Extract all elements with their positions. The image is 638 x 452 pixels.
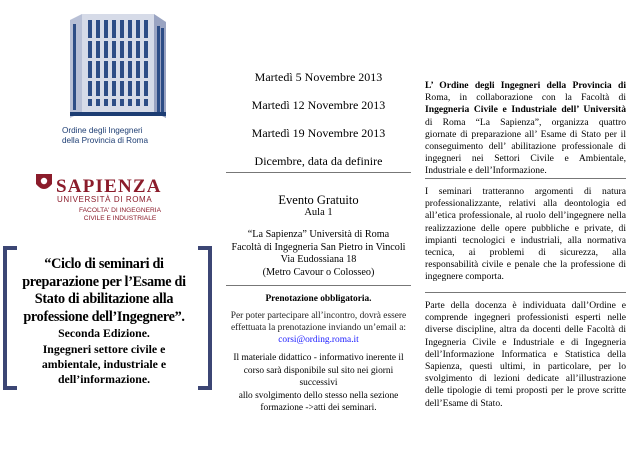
date-2: Martedì 12 Novembre 2013 bbox=[251, 98, 386, 112]
divider bbox=[226, 285, 411, 286]
divider bbox=[425, 178, 626, 179]
teachers-paragraph: Parte della docenza è individuata dall’Ordine e comprende ingegneri professionisti esperti nelle diverse discipline, altra da docenti delle Facoltà di Ingegneria Civile e Industriale e di Ingegneria dell’Informazione Informatica e Statistica della Sapienza, questi ultimi, in particolare, per lo svolgimento di lezioni dedicate all’illustrazione delle tipologie di temi proposti per le prove scritte dell’Esame di Stato. bbox=[425, 300, 626, 409]
booking-title: Prenotazione obbligatoria. bbox=[265, 294, 372, 304]
middle-column bbox=[226, 0, 411, 452]
sectors-label: Ingegneri settore civile e ambientale, industriale e dell’informazione. bbox=[41, 342, 167, 386]
ordine-logo-text: Ordine degli Ingegneri della Provincia di Roma bbox=[62, 126, 149, 145]
faculty-name: FACOLTA' DI INGEGNERIA CIVILE E INDUSTRIALE bbox=[79, 207, 161, 222]
sapienza-name: SAPIENZA bbox=[56, 176, 162, 197]
edition-label: Seconda Edizione. bbox=[58, 326, 150, 340]
building-icon bbox=[62, 8, 167, 128]
event-title: Evento Gratuito bbox=[278, 193, 359, 207]
topics-paragraph: I seminari tratteranno argomenti di natura professionalizzante, relativi alla deontologia ed all’etica professionale, al ruolo dell’ingegnere nella realizzazione delle opere pubbliche e private, di impianti tecnologici e industriali, alla normativa tecnica, ai problemi di sicurezza, alla responsabilità civile e penale che la professione di ingegnere comporta. bbox=[425, 186, 626, 283]
right-bracket bbox=[198, 246, 212, 390]
date-3: Martedì 19 Novembre 2013 bbox=[251, 126, 386, 140]
material-note: Il materiale didattico - informativo inerente il corso sarà disponibile sul sito nei giorni successivi allo svolgimento dello stesso nella sezione formazione ->atti dei seminari. bbox=[233, 353, 404, 413]
booking-section bbox=[226, 294, 411, 346]
booking-text: Per poter partecipare all’incontro, dovrà essere effettuata la prenotazione inviando un’email a: bbox=[230, 311, 407, 333]
event-venue: “La Sapienza” Università di Roma Facoltà di Ingegneria San Pietro in Vincoli Via Eudossiana 18 (Metro Cavour o Colosseo) bbox=[231, 229, 406, 278]
intro-paragraph: L’ Ordine degli Ingegneri della Provincia di Roma, in collaborazione con la Facoltà di Ingegneria Civile e Industriale dell’ Università di Roma “La Sapienza”, organizza quattro giornate di preparazione all’ Esame di Stato per il conseguimento dell’ abilitazione professionale di ingegneri nei Settori Civile e Ambientale, Industriale e dell’Informazione. bbox=[425, 80, 626, 177]
sapienza-subtitle: UNIVERSITÀ DI ROMA bbox=[57, 195, 153, 204]
right-column bbox=[425, 0, 629, 452]
booking-email-link[interactable]: corsi@ording.roma.it bbox=[278, 335, 359, 345]
divider bbox=[425, 292, 626, 293]
event-room: Aula 1 bbox=[304, 207, 333, 218]
date-4: Dicembre, data da definire bbox=[254, 154, 383, 168]
seminar-cycle-title: “Ciclo di seminari di preparazione per l’Esame di Stato di abilitazione alla professione dell’Ingegnere”. bbox=[22, 256, 186, 325]
date-1: Martedì 5 Novembre 2013 bbox=[254, 70, 383, 84]
divider bbox=[226, 172, 411, 173]
left-column bbox=[0, 0, 212, 452]
